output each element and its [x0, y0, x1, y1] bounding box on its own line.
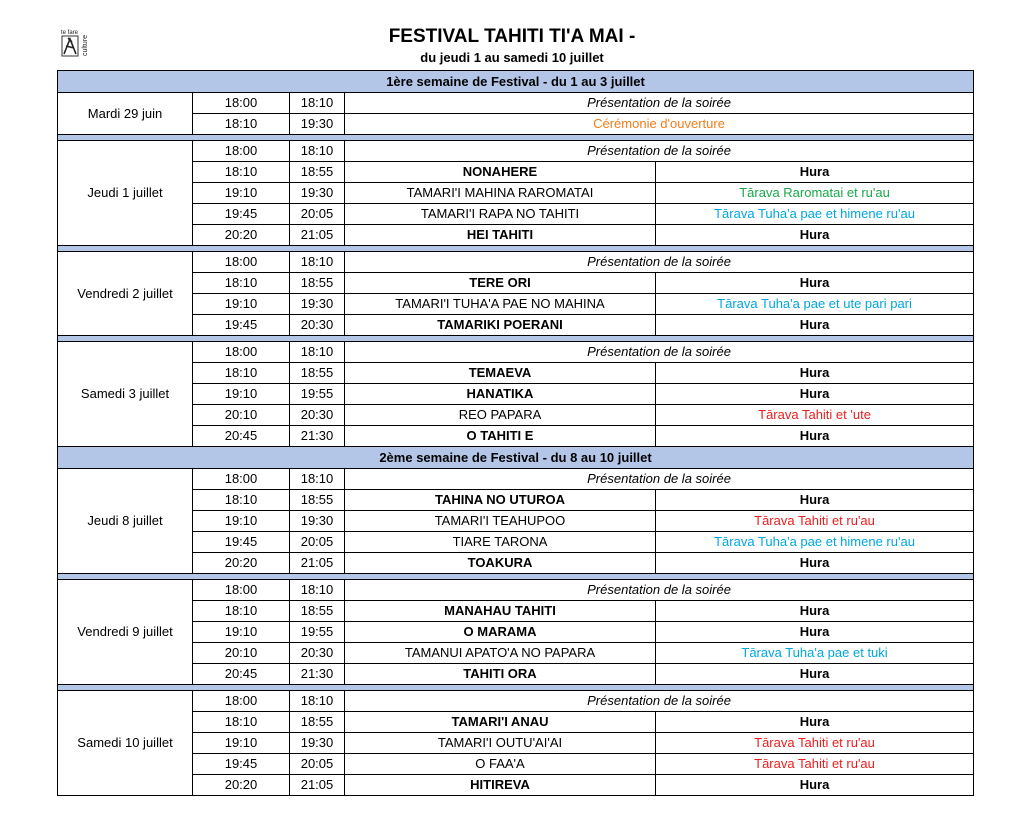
category: Hura [656, 363, 974, 384]
page-subtitle: du jeudi 1 au samedi 10 juillet [420, 50, 604, 65]
presentation-cell: Présentation de la soirée [345, 691, 974, 712]
group-name: TAHINA NO UTUROA [345, 490, 656, 511]
presentation-cell: Présentation de la soirée [345, 342, 974, 363]
category: Tārava Tahiti et ru'au [656, 511, 974, 532]
start-time: 18:10 [193, 162, 290, 183]
end-time: 19:30 [290, 511, 345, 532]
table-row [58, 622, 974, 643]
group-name: O MARAMA [345, 622, 656, 643]
category: Hura [656, 384, 974, 405]
group-name: NONAHERE [345, 162, 656, 183]
table-row [58, 93, 974, 114]
group-name: TAMARI'I OUTU'AI'AI [345, 733, 656, 754]
group-name: HEI TAHITI [345, 225, 656, 246]
end-time: 18:10 [290, 580, 345, 601]
day-label: Jeudi 8 juillet [58, 469, 193, 574]
svg-text:culture: culture [82, 34, 89, 56]
end-time: 18:55 [290, 490, 345, 511]
table-row [58, 342, 974, 363]
start-time: 18:10 [193, 601, 290, 622]
week-header-row [58, 447, 974, 469]
group-name: TAMARI'I TUHA'A PAE NO MAHINA [345, 294, 656, 315]
group-name: O TAHITI E [345, 426, 656, 447]
start-time: 18:10 [193, 712, 290, 733]
table-row [58, 252, 974, 273]
group-name: TAHITI ORA [345, 664, 656, 685]
day-label: Jeudi 1 juillet [58, 141, 193, 246]
start-time: 18:00 [193, 469, 290, 490]
presentation-cell: Présentation de la soirée [345, 469, 974, 490]
ceremony-cell: Cérémonie d'ouverture [345, 114, 974, 135]
category: Hura [656, 490, 974, 511]
start-time: 19:10 [193, 384, 290, 405]
group-name: HITIREVA [345, 775, 656, 796]
end-time: 21:05 [290, 775, 345, 796]
start-time: 20:45 [193, 426, 290, 447]
category: Hura [656, 426, 974, 447]
category: Hura [656, 315, 974, 336]
category: Tārava Tahiti et ru'au [656, 754, 974, 775]
start-time: 19:10 [193, 733, 290, 754]
start-time: 19:45 [193, 315, 290, 336]
group-name: REO PAPARA [345, 405, 656, 426]
start-time: 19:45 [193, 204, 290, 225]
end-time: 18:55 [290, 162, 345, 183]
week-header: 2ème semaine de Festival - du 8 au 10 juillet [58, 447, 974, 469]
table-row [58, 183, 974, 204]
category: Hura [656, 664, 974, 685]
end-time: 20:05 [290, 532, 345, 553]
end-time: 19:30 [290, 733, 345, 754]
table-row [58, 511, 974, 532]
category: Tārava Tahiti et 'ute [656, 405, 974, 426]
end-time: 20:30 [290, 643, 345, 664]
category: Tārava Tuha'a pae et tuki [656, 643, 974, 664]
category: Tārava Raromatai et ru'au [656, 183, 974, 204]
category: Hura [656, 225, 974, 246]
start-time: 18:00 [193, 141, 290, 162]
table-row [58, 664, 974, 685]
start-time: 19:10 [193, 622, 290, 643]
day-label: Samedi 10 juillet [58, 691, 193, 796]
table-row [58, 141, 974, 162]
end-time: 20:30 [290, 405, 345, 426]
end-time: 18:10 [290, 93, 345, 114]
end-time: 18:10 [290, 342, 345, 363]
start-time: 18:00 [193, 580, 290, 601]
table-row [58, 384, 974, 405]
table-row [58, 426, 974, 447]
group-name: TIARE TARONA [345, 532, 656, 553]
end-time: 20:30 [290, 315, 345, 336]
category: Hura [656, 601, 974, 622]
end-time: 21:05 [290, 553, 345, 574]
day-label: Vendredi 2 juillet [58, 252, 193, 336]
presentation-cell: Présentation de la soirée [345, 93, 974, 114]
group-name: TAMARI'I RAPA NO TAHITI [345, 204, 656, 225]
end-time: 19:55 [290, 384, 345, 405]
table-row [58, 405, 974, 426]
end-time: 18:10 [290, 141, 345, 162]
table-row [58, 273, 974, 294]
end-time: 21:30 [290, 426, 345, 447]
start-time: 20:20 [193, 775, 290, 796]
start-time: 20:45 [193, 664, 290, 685]
day-label: Vendredi 9 juillet [58, 580, 193, 685]
group-name: TERE ORI [345, 273, 656, 294]
end-time: 20:05 [290, 204, 345, 225]
day-label: Mardi 29 juin [58, 93, 193, 135]
table-row [58, 225, 974, 246]
group-name: TOAKURA [345, 553, 656, 574]
start-time: 18:10 [193, 114, 290, 135]
group-name: TEMAEVA [345, 363, 656, 384]
start-time: 19:10 [193, 511, 290, 532]
table-row [58, 643, 974, 664]
start-time: 19:10 [193, 294, 290, 315]
page-title: FESTIVAL TAHITI TI'A MAI - [388, 26, 636, 47]
start-time: 19:10 [193, 183, 290, 204]
start-time: 20:10 [193, 643, 290, 664]
category: Hura [656, 622, 974, 643]
end-time: 18:55 [290, 363, 345, 384]
start-time: 18:10 [193, 273, 290, 294]
category: Tārava Tuha'a pae et ute pari pari [656, 294, 974, 315]
schedule-table [57, 70, 974, 796]
table-row [58, 601, 974, 622]
start-time: 20:20 [193, 553, 290, 574]
end-time: 21:05 [290, 225, 345, 246]
start-time: 19:45 [193, 532, 290, 553]
week-header: 1ère semaine de Festival - du 1 au 3 juillet [58, 71, 974, 93]
start-time: 18:10 [193, 363, 290, 384]
table-row [58, 294, 974, 315]
svg-text:te fare: te fare [61, 30, 79, 36]
end-time: 18:55 [290, 712, 345, 733]
end-time: 19:30 [290, 183, 345, 204]
group-name: TAMARI'I MAHINA RAROMATAI [345, 183, 656, 204]
category: Hura [656, 553, 974, 574]
table-row [58, 363, 974, 384]
end-time: 19:30 [290, 114, 345, 135]
end-time: 21:30 [290, 664, 345, 685]
table-row [58, 490, 974, 511]
table-row [58, 580, 974, 601]
end-time: 18:10 [290, 469, 345, 490]
table-row [58, 733, 974, 754]
table-row [58, 469, 974, 490]
start-time: 18:00 [193, 93, 290, 114]
category: Hura [656, 712, 974, 733]
group-name: HANATIKA [345, 384, 656, 405]
table-row [58, 712, 974, 733]
table-row [58, 775, 974, 796]
day-label: Samedi 3 juillet [58, 342, 193, 447]
group-name: TAMANUI APATO'A NO PAPARA [345, 643, 656, 664]
start-time: 18:10 [193, 490, 290, 511]
start-time: 20:10 [193, 405, 290, 426]
start-time: 18:00 [193, 252, 290, 273]
end-time: 18:55 [290, 601, 345, 622]
end-time: 18:10 [290, 252, 345, 273]
start-time: 18:00 [193, 342, 290, 363]
group-name: TAMARI'I ANAU [345, 712, 656, 733]
group-name: MANAHAU TAHITI [345, 601, 656, 622]
end-time: 19:55 [290, 622, 345, 643]
end-time: 18:10 [290, 691, 345, 712]
end-time: 18:55 [290, 273, 345, 294]
end-time: 19:30 [290, 294, 345, 315]
presentation-cell: Présentation de la soirée [345, 252, 974, 273]
group-name: TAMARI'I TEAHUPOO [345, 511, 656, 532]
presentation-cell: Présentation de la soirée [345, 141, 974, 162]
category: Tārava Tahiti et ru'au [656, 733, 974, 754]
table-row [58, 114, 974, 135]
table-row [58, 754, 974, 775]
category: Hura [656, 162, 974, 183]
group-name: O FAA'A [345, 754, 656, 775]
category: Tārava Tuha'a pae et himene ru'au [656, 532, 974, 553]
category: Hura [656, 273, 974, 294]
table-row [58, 162, 974, 183]
presentation-cell: Présentation de la soirée [345, 580, 974, 601]
category: Hura [656, 775, 974, 796]
table-row [58, 553, 974, 574]
start-time: 20:20 [193, 225, 290, 246]
table-row [58, 532, 974, 553]
category: Tārava Tuha'a pae et himene ru'au [656, 204, 974, 225]
week-header-row [58, 71, 974, 93]
table-row [58, 315, 974, 336]
start-time: 19:45 [193, 754, 290, 775]
start-time: 18:00 [193, 691, 290, 712]
end-time: 20:05 [290, 754, 345, 775]
group-name: TAMARIKI POERANI [345, 315, 656, 336]
table-row [58, 691, 974, 712]
table-row [58, 204, 974, 225]
